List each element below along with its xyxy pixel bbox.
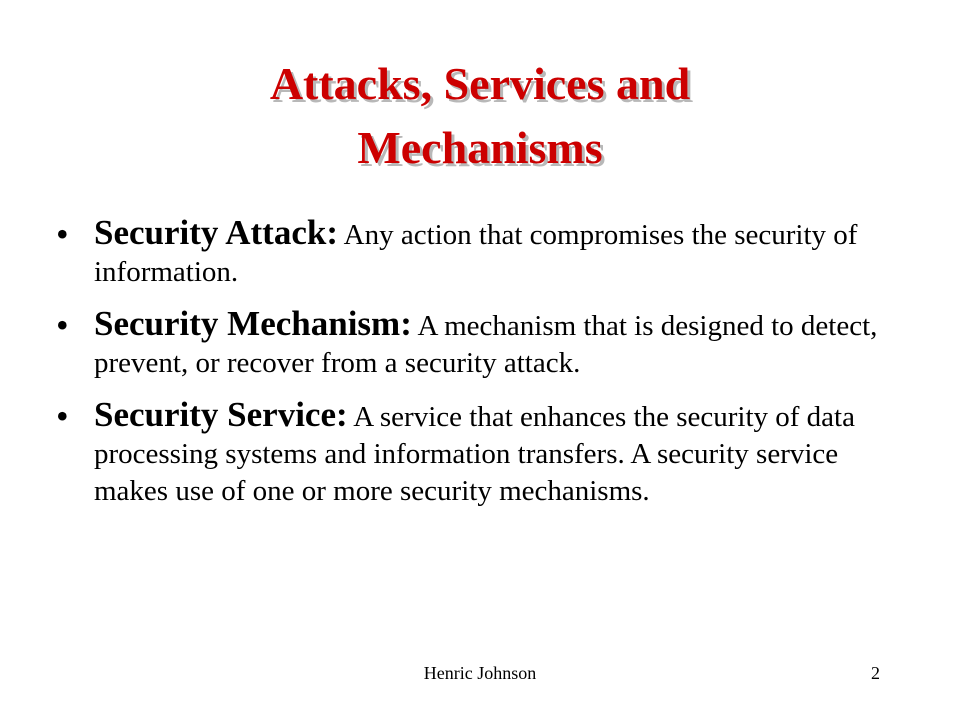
bullet-dot-icon: • [56,214,69,254]
bullet-text: A mechanism that is designed to detect, prevent, or recover from a security attack. [94,310,878,379]
bullet-term: Security Service: [94,395,348,434]
bullet-text: A service that enhances the security of data processing systems and information transfers. A security service makes use of one or more security mechanisms. [94,401,855,507]
bullet-term: Security Mechanism: [94,304,412,343]
bullet-security-attack [56,214,916,291]
bullet-security-mechanism [56,305,916,382]
bullet-security-service [56,396,916,510]
bullet-text: Any action that compromises the security of information. [94,219,858,288]
footer-page-number: 2 [871,663,880,683]
bullet-dot-icon: • [56,396,69,436]
bullet-term: Security Attack: [94,213,338,252]
slide-title-line1: Attacks, Services and [269,58,691,109]
slide-title-line2: Mechanisms [357,122,603,173]
bullet-list [56,214,916,524]
footer-author: Henric Johnson [423,663,537,683]
bullet-dot-icon: • [56,305,69,345]
slide-title [80,52,880,180]
